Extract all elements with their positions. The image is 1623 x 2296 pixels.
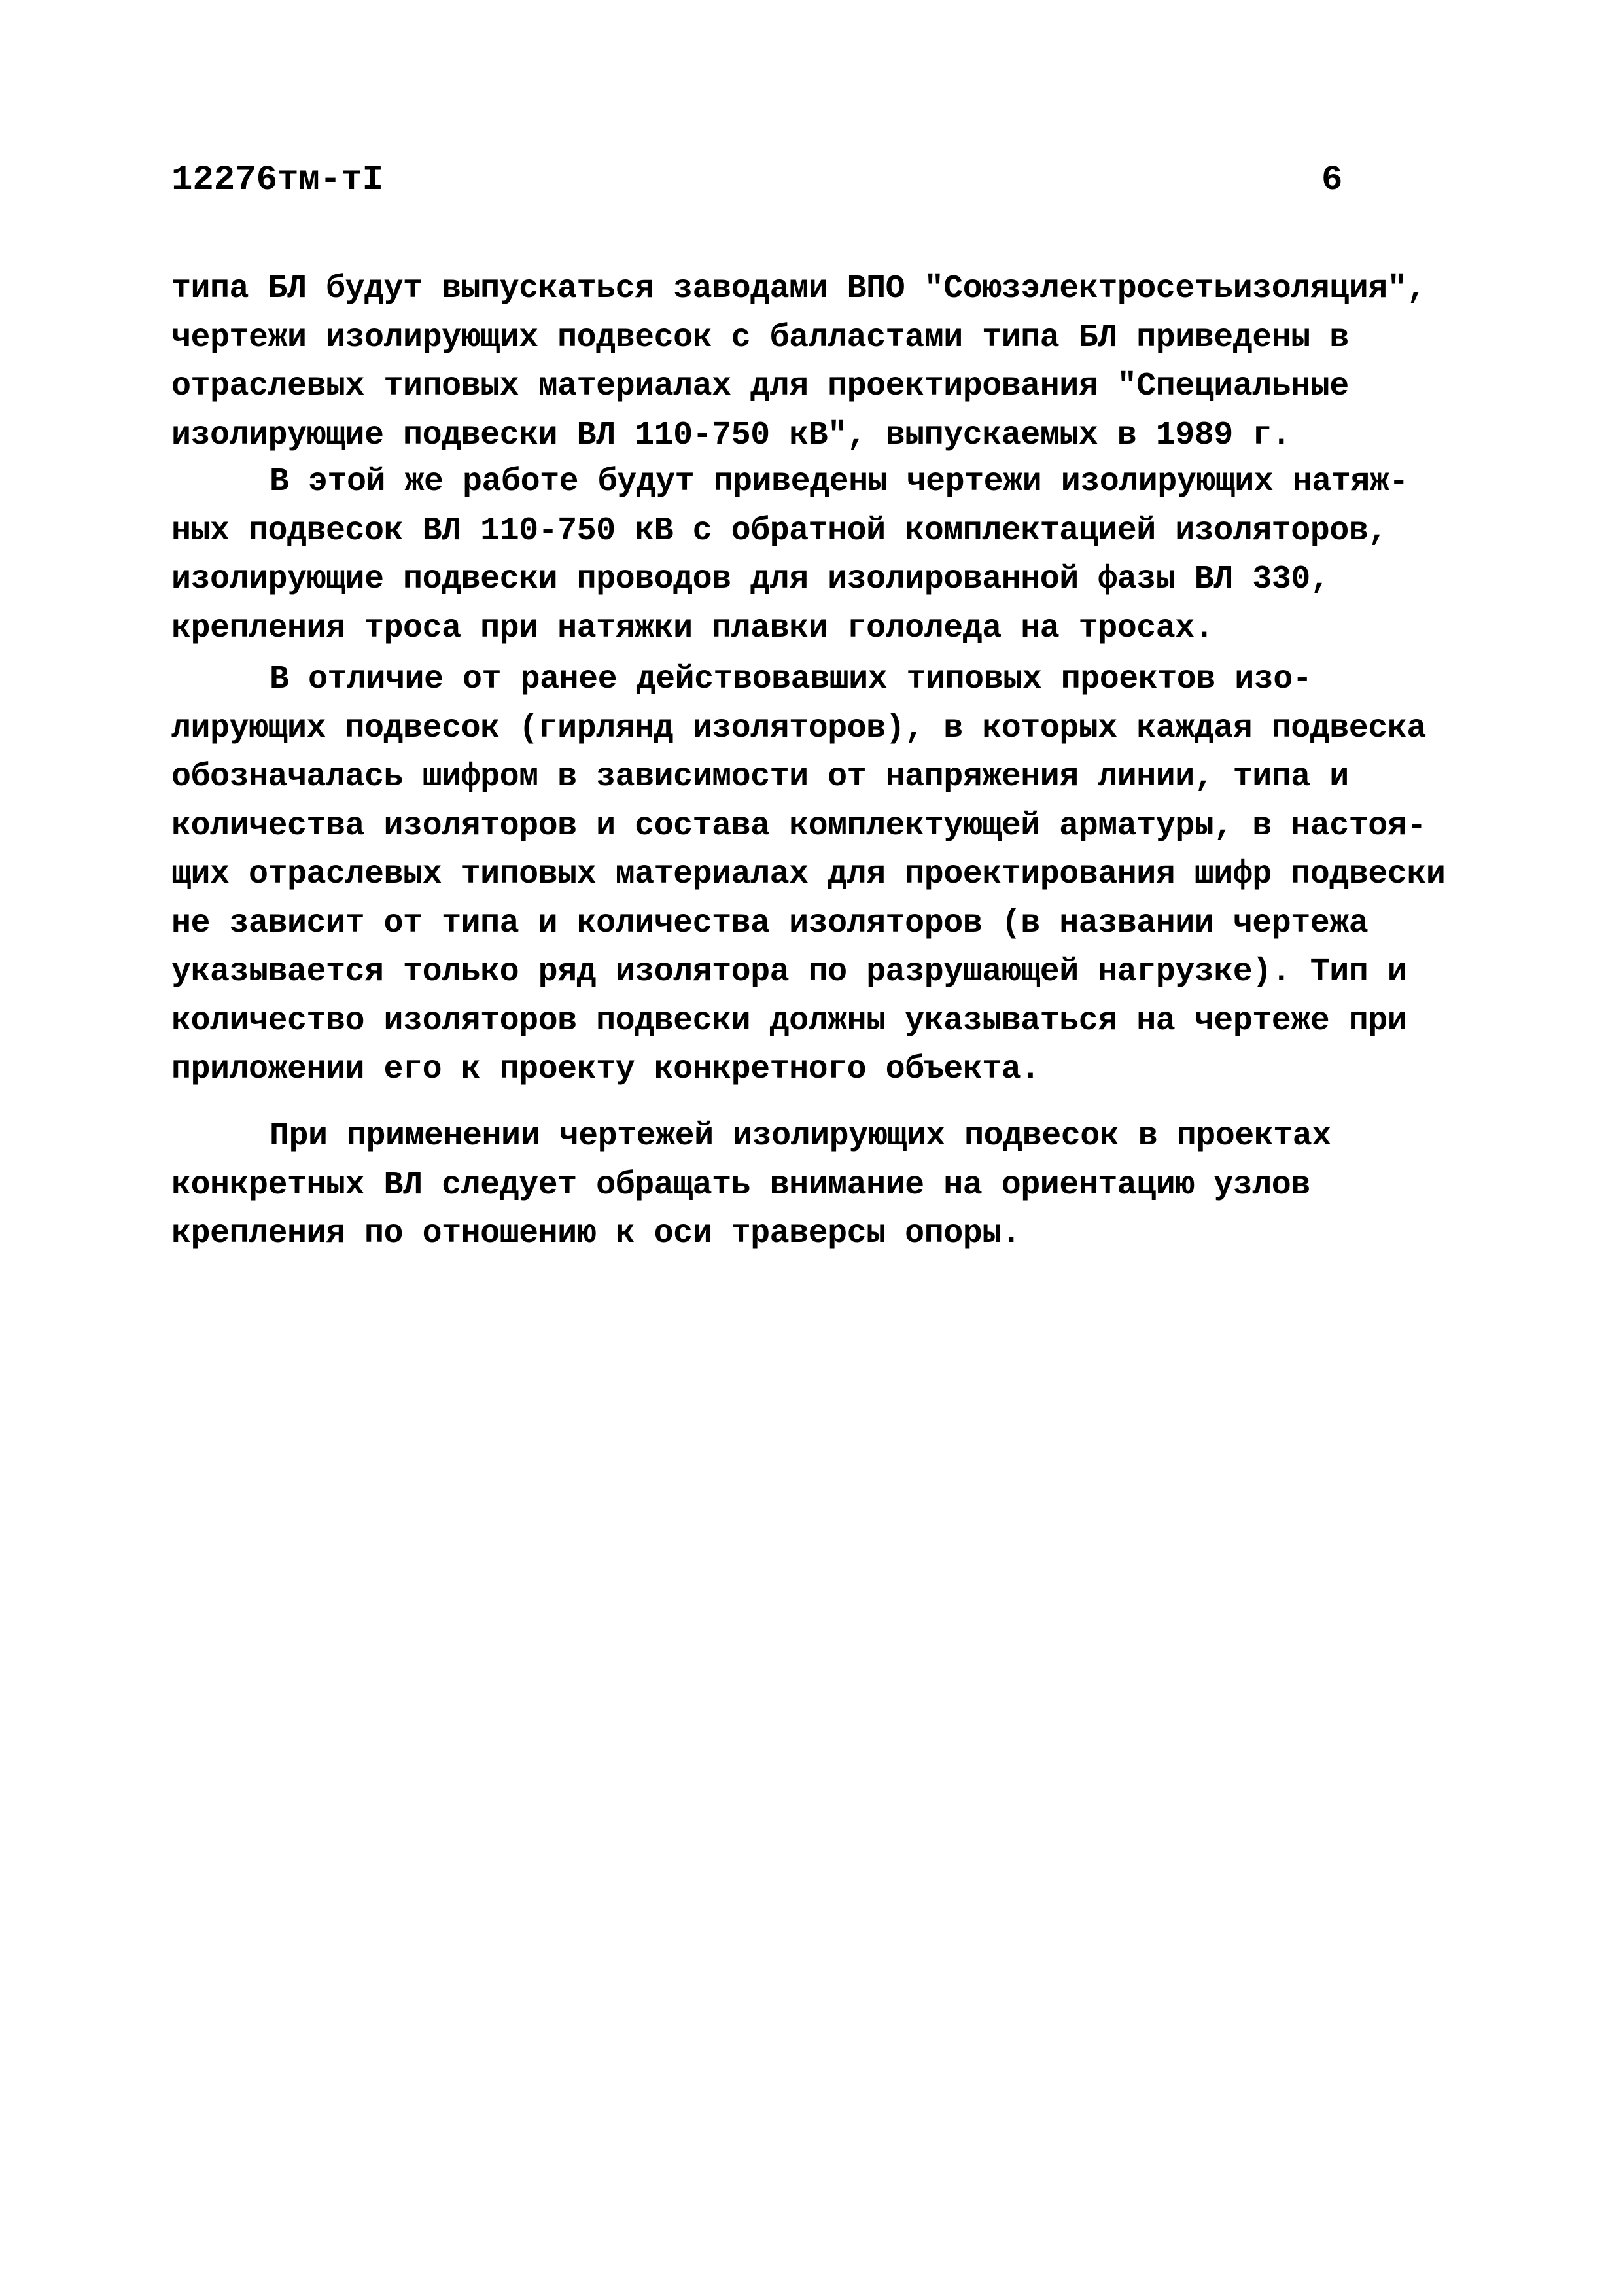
text-line: типа БЛ будут выпускаться заводами ВПО "Союзэлектросетьизоляция",: [171, 270, 1426, 308]
text-line: крепления по отношению к оси траверсы опоры.: [171, 1215, 1021, 1252]
text-line: количество изоляторов подвески должны указываться на чертеже при: [171, 1002, 1407, 1040]
text-line: лирующих подвесок (гирлянд изоляторов), в которых каждая подвеска: [171, 709, 1426, 747]
paragraph-1: [171, 265, 1545, 460]
document-number: 12276тм-тI: [171, 160, 384, 200]
text-line: В этой же работе будут приведены чертежи изолирующих натяж-: [270, 463, 1408, 501]
text-line: При применении чертежей изолирующих подвесок в проектах: [270, 1118, 1331, 1155]
text-line: конкретных ВЛ следует обращать внимание на ориентацию узлов: [171, 1166, 1310, 1204]
text-line: указывается только ряд изолятора по разрушающей нагрузке). Тип и: [171, 953, 1407, 991]
paragraph-4: [171, 1112, 1545, 1259]
text-line: изолирующие подвески проводов для изолированной фазы ВЛ 330,: [171, 561, 1330, 598]
text-line: чертежи изолирующих подвесок с балластами типа БЛ приведены в: [171, 319, 1349, 357]
page-number: 6: [1321, 160, 1343, 200]
paragraph-2: [171, 458, 1545, 653]
text-line: не зависит от типа и количества изоляторов (в названии чертежа: [171, 904, 1369, 942]
text-line: приложении его к проекту конкретного объекта.: [171, 1051, 1040, 1088]
text-line: обозначалась шифром в зависимости от напряжения линии, типа и: [171, 758, 1349, 796]
text-line: В отличие от ранее действовавших типовых проектов изо-: [270, 661, 1312, 698]
text-line: ных подвесок ВЛ 110-750 кВ с обратной комплектацией изоляторов,: [171, 512, 1387, 550]
text-line: количества изоляторов и состава комплектующей арматуры, в настоя-: [171, 807, 1426, 845]
text-line: крепления троса при натяжки плавки гололеда на тросах.: [171, 609, 1214, 647]
text-line: щих отраслевых типовых материалах для проектирования шифр подвески: [171, 856, 1446, 893]
text-line: изолирующие подвески ВЛ 110-750 кВ", выпускаемых в 1989 г.: [171, 416, 1291, 454]
text-line: отраслевых типовых материалах для проектирования "Специальные: [171, 368, 1349, 405]
paragraph-3: [171, 656, 1545, 1095]
